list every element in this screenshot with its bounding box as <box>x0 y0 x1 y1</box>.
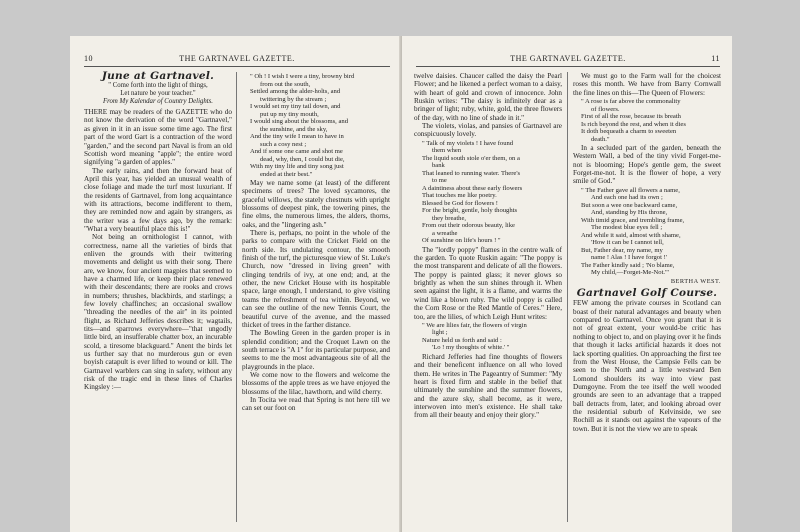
rose-verse: " A rose is far above the commonality of flowers. First of all the rose, because its breath Is rich beyond the rest, and when it dies It doth bequeath a charm to sweeten death." <box>581 98 686 143</box>
paragraph: In a secluded part of the garden, beneath the Western Wall, a bed of the tiny vivid Forget-me-not is blooming; Hope's gentle gem, the sweet Forget-me-not. It is the flower of hope, a very smile of God." <box>573 144 721 186</box>
article-title: June at Gartnavel. <box>101 70 215 82</box>
running-title: THE GARTNAVEL GAZETTE. <box>510 54 626 63</box>
paragraph: In Tocita we read that Spring is not here till we can set our foot on <box>242 395 390 413</box>
forget-me-not-verse: " The Father gave all flowers a name, And each one had its own ; But soon a wee one backward came, And, standing by His throne, With timid grace, and trembling frame, The modest blue eyes fell ; And while it said, almost with shame, 'How it can be I cannot tell, But, Father dear, my name, my name ! Alas ! I have forgot !' The Father kindly said ; 'No blame, My child,—Forget-Me-Not.'" <box>581 186 685 277</box>
paragraph: Richard Jefferies had fine thoughts of flowers and their beneficent influence on all who loved them. He writes in The Pageantry of Summer: "My heart is fixed firm and stable in the belief that ultimately the sunshine and the summer flowers, and the azure sky, shall become, as it were, interwoven into men's existence. He shall take from all their beauty and enjoy their glory." <box>414 352 562 420</box>
epigraph: " Come forth into the light of things, Let nature be your teacher." From My Kalendar of Country Delights. <box>102 82 213 105</box>
left-page-header <box>84 54 390 67</box>
paragraph: May we name some (at least) of the different specimens of trees? The loved sycamores, the graceful willows, the stately chestnuts with upright blossoms of deepest pink, the towering pines, the fine elms, the numerous limes, the alders, thorns, oaks, and the "lingering ash." <box>242 179 390 229</box>
paragraph: We must go to the Farm wall for the choicest roses this month. We have from Barry Cornwall the fine lines on this—The Queen of Flowers: <box>573 72 721 97</box>
paragraph: We come now to the flowers and welcome the blossoms of the apple trees as we have enjoyed the blossoms of the lilac, hawthorn, and wild cherry. <box>242 370 390 396</box>
violets-verse: " Talk of my violets ! I have found them when The liquid south stole o'er them, on a bank That leaned to running water. There's to me A daintiness about these early flowers That touches me like poetry. Blessed be God for flowers ! For the bright, gentle, holy thoughts they breathe, From out their odorous beauty, like a wreathe Of sunshine on life's hours ! " <box>422 139 523 245</box>
column-divider <box>236 72 237 522</box>
paragraph: There is, perhaps, no point in the whole of the parks to compare with the Cricket Field on the north side. Its undulating contour, the smooth finish of the turf, the picturesque view of St. Luke's Church, now "dressed in living green" with clinging tendrils of ivy, at one end; and, at the other, the new Cricket House with its hospitable space, large enough, I understand, to give visiting teams the refreshment of tea within. Beyond, we can see the outline of the new Tennis Court, the beautiful curve of the avenue, and the massed thicket of trees in the farther distance. <box>242 229 391 329</box>
page-number: 10 <box>84 54 93 63</box>
paragraph: The "lordly poppy" flames in the centre walk of the garden. To quote Ruskin again: "The poppy is the most transparent and delicate of all the flowers. The poppy is painted glass; it never glows so brightly as when the sun shines through it. When seen against the light, it is a flame, and warms the wind like a blown ruby. The wild poppy is called the Corn Rose or the Red Mantle of Ceres." Here, too, are the lilies, of which Leigh Hunt writes: <box>414 245 562 321</box>
author-signature: BERTHA WEST. <box>670 277 721 285</box>
kingsley-verse: " Oh ! I wish I were a tiny, browny bird from out the south, Settled among the alder-holts, and twittering by the stream ; I would set my tiny tail down, and put up my tiny mouth, I would sing about the blossoms, and the sunshine, and the sky, And the tiny wife I mean to have in such a cosy nest ; And if some one came and shot me dead, why, then, I could but die, With my tiny life and tiny song just ended at their best." <box>250 73 355 178</box>
running-title: THE GARTNAVEL GAZETTE. <box>179 54 295 63</box>
right-page <box>402 36 732 532</box>
paragraph: THERE may be readers of the GAZETTE who do not know the derivation of the word "Gartnavel," as given in it in an issue some time ago. The first part of the word Gart is a contraction of the word "garden," and the second part Naval is from an old Scottish word meaning "apple"; the entire word signifying "a garden of apples." <box>84 108 232 167</box>
column-divider <box>567 72 568 522</box>
left-column-1 <box>84 72 232 392</box>
left-column-2 <box>242 72 390 413</box>
lilies-verse: " We are lilies fair, the flowers of virgin light ; Nature held us forth and said : 'Lo ! my thoughts of white.' " <box>422 321 527 352</box>
page-number: 11 <box>711 54 720 63</box>
paragraph: The early rains, and then the forward heat of April this year, has yielded an unusual wealth of close foliage and made the turf most luxuriant. If the residents of Gartnavel, from long acquaintance with its attractions, become indifferent to them, they are reminded now and again by strangers, as the writer was a few days ago, by the remark: "What a very beautiful place this is!" <box>84 166 232 233</box>
golf-article-title: Gartnavel Golf Course. <box>576 287 718 300</box>
right-column-2 <box>573 72 721 433</box>
left-page <box>70 36 402 532</box>
right-column-1 <box>414 72 562 420</box>
paragraph: The violets, violas, and pansies of Gartnavel are conspicuously lovely. <box>414 122 562 139</box>
paragraph: twelve daisies. Chaucer called the daisy the Pearl Flower; and he likened a perfect woman to a daisy, with heart of gold and crown of innocence. John Ruskin writes: "The daisy is infinitely dear as a bringer of light; ruby, white, gold, the three flowers of the day, with no line of shade in it." <box>414 72 562 122</box>
paragraph: Not being an ornithologist I cannot, with correctness, name all the varieties of birds that enliven the grounds with their twittering movements and delight us with their song. There are, we know, four ancient magpies that seemed to have a charmed life, or keep their place renewed with their descendants; there are rooks and crows in numbers; thrushes, blackbirds, and starlings; a few lovely chaffinches; an occasional swallow "threading the needles of the air" in its pointed flight, as Richard Jefferies describes it; wagtails, tits—and sparrows everywhere—"that ungodly little bird, an insufferable chatter box, an incurable scold, a tiresome blackguard." Anent the birds let us further say that no murderous gun or even boyish catapult is ever lifted to wound or kill. The Gartnavel warblers can sing in safety, without any risk of the tragic end in these lines of Charles Kingsley :— <box>84 233 232 392</box>
right-page-header <box>416 54 720 67</box>
paragraph: FEW among the private courses in Scotland can boast of their natural advantages and beauty when compared to Gartnavel. Once you grant that it is not of great extent, your would-be critic has nothing to object to, and on playing over it he finds that though it lacks artificial hazards it does not lack sporting qualities. On approaching the first tee from the West House, the Campsie Fells can be seen to the North and a little westward Ben Lomond shoulders its way into view past Dumgoyne. From the tee itself the well wooded grounds are seen to an advantage that a trapped ball detracts from, later, and looking abroad over the residential suburb of Kelvinside, we see Rochill as it stands out against the vapours of the town. But it is not the view we are to speak <box>573 299 721 433</box>
paragraph: The Bowling Green in the garden proper is in splendid condition; and the Croquet Lawn on the south terrace is "A 1" for its particular purpose, and seems to me the most advantageous site of all the playgrounds in the place. <box>242 329 390 371</box>
